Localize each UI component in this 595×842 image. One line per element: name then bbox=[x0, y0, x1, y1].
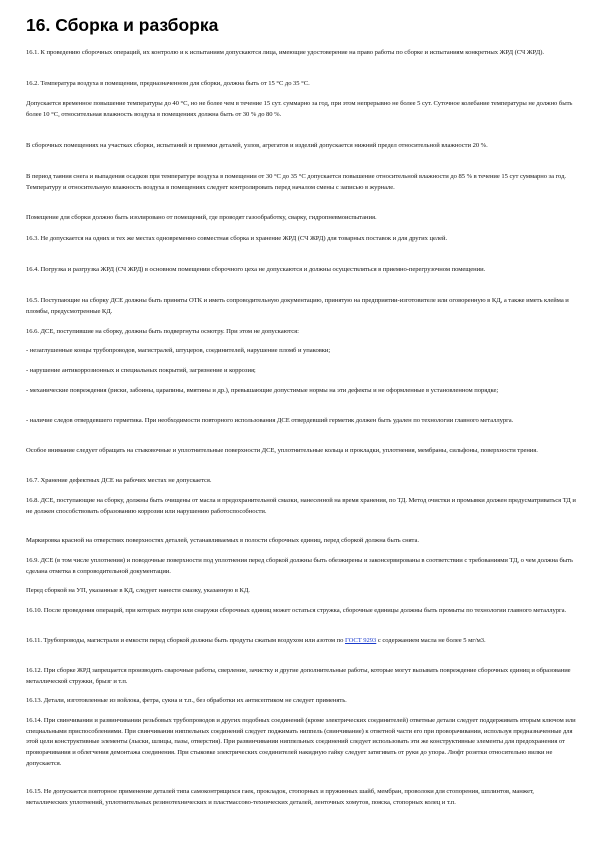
list-item-coating-damage: - нарушение антикоррозионных и специальных покрытий, загрязнение и коррозия; bbox=[26, 367, 256, 374]
paragraph-16-6: 16.6. ДСЕ, поступившие на сборку, должны быть подвергнуты осмотру. При этом не допускаются: bbox=[26, 328, 299, 335]
paragraph-16-11 bbox=[26, 636, 576, 647]
paragraph-16-3: 16.3. Не допускается на одних и тех же местах одновременно совместная сборка и хранение ЖРД (СЧ ЖРД) для товарных поставок и для других целей. bbox=[26, 235, 448, 242]
paragraph-16-12: 16.12. При сборке ЖРД запрещается производить сварочные работы, сверление, зачистку и другие дополнительные работы, которые могут вызывать повреждение сборочных единиц и образование металлической стружки, брызг и т.п. bbox=[26, 667, 571, 685]
gost-9293-link[interactable]: ГОСТ 9293 bbox=[344, 637, 377, 644]
paragraph-assembly-room: Помещение для сборки должно быть изолировано от помещений, где проводят газообработку, сварку, гидропневмоиспытания. bbox=[26, 214, 377, 221]
paragraph-16-2: 16.2. Температура воздуха в помещении, предназначенном для сборки, должна быть от 15 °С до 35 °С. bbox=[26, 80, 310, 87]
paragraph-snow-period: В период таяния снега и выпадения осадков при температуре воздуха в помещении от 30 °С до 35 °С допускается повышение относительной влажности до 85 % в течение 15 сут суммарно за год. Температуру и относительную влажность воздуха в помещениях следует контролировать перед началом смены с записью в журнале. bbox=[26, 173, 567, 191]
paragraph-16-14: 16.14. При свинчивании и развинчивании резьбовых трубопроводов и других подобных соединений (кроме электрических соединителей) ответные детали следует поддерживать вторым ключом или специальными приспособлениями. При свинчивании ниппельных соединений следует поджимать ниппель (свинчивание) к ответной части его при проворачивании, используя предназначенные для этой цели конструктивные элементы (лыски, шлицы, пазы, отверстия). При развинчивании ниппельных соединений следует использовать эти же конструктивные элементы для предохранения от проворачивания и облегчения демонтажа соединения. При стыковке электрических соединителей накидную гайку следует затягивать от руки до упора. Люфт розетки относительно вилки не допускается. bbox=[26, 717, 576, 767]
list-item-sealant-traces: - наличие следов отвердевшего герметика. При необходимости повторного использования ДСЕ отвердевший герметик должен быть удален по технологии главного металлурга. bbox=[26, 417, 514, 424]
list-item-mechanical-damage: - механические повреждения (риски, забоины, царапины, вмятины и др.), превышающие допустимые нормы на эти дефекты и не оформленные в установленном порядке; bbox=[26, 387, 499, 394]
paragraph-16-5: 16.5. Поступающие на сборку ДСЕ должны быть приняты ОТК и иметь сопроводительную документацию, принятую на предприятии-изготовителе или оговоренную в КД, а также иметь клейма и пломбы, предусмотренные КД. bbox=[26, 297, 569, 315]
paragraph-16-11-text: 16.11. Трубопроводы, магистрали и емкости перед сборкой должны быть продуты сжатым воздухом или азотом по bbox=[26, 637, 345, 644]
paragraph-marking: Маркировка красной на отверстиях поверхностях деталей, устанавливаемых в полости сборочных единиц, перед сборкой должна быть снята. bbox=[26, 537, 419, 544]
list-item-unplugged-ends: - незаглушенные концы трубопроводов, магистралей, штуцеров, соединителей, нарушение пломб и упаковки; bbox=[26, 347, 331, 354]
paragraph-humidity-limit: В сборочных помещениях на участках сборки, испытаний и приемки деталей, узлов, агрегатов и изделий допускается нижний предел относительной влажности 20 %. bbox=[26, 142, 488, 149]
paragraph-16-13: 16.13. Детали, изготовленные из войлока, фетра, сукна и т.п., без обработки их антисептиком не следует применять. bbox=[26, 697, 347, 704]
paragraph-16-9: 16.9. ДСЕ (в том числе уплотнения) и поводочные поверхности под уплотнения перед сборкой должны быть обезжирены и законсервированы в соответствии с требованиями ТД, о чем должна быть сделана отметка в сопроводительной документации. bbox=[26, 557, 573, 575]
paragraph-16-10: 16.10. После проведения операций, при которых внутри или снаружи сборочных единиц может остаться стружка, сборочные единицы должны быть промыты по технологии главного металлурга. bbox=[26, 607, 567, 614]
paragraph-16-11-tail: с содержанием масла не более 5 мг/м3. bbox=[376, 637, 486, 644]
paragraph-16-4: 16.4. Погрузка и разгрузка ЖРД (СЧ ЖРД) в основном помещении сборочного цеха не допускаются и должны осуществляться в приемно-перегрузочном помещении. bbox=[26, 266, 486, 273]
paragraph-special-attention: Особое внимание следует обращать на стыковочные и уплотнительные поверхности ДСЕ, уплотнительные кольца и прокладки, уплотнения, мембраны, сильфоны, поверхности трения. bbox=[26, 447, 538, 454]
paragraph-16-15: 16.15. Не допускается повторное применение деталей типа самоконтрящихся гаек, прокладок, стопорных и пружинных шайб, мембран, проволоки для стопорения, шплинтов, манжет, металлических уплотнений, уплотнительных резинотехнических и пластмассово-технических деталей, ленточных хомутов, пояска, стопорных колец и т.п. bbox=[26, 788, 534, 806]
paragraph-16-7: 16.7. Хранение дефектных ДСЕ на рабочих местах не допускается. bbox=[26, 477, 212, 484]
page-title: 16. Сборка и разборка bbox=[26, 15, 219, 35]
paragraph-16-1: 16.1. К проведению сборочных операций, их контролю и к испытаниям допускаются лица, имеющие удостоверение на право работы по сборке и испытаниям конкретных ЖРД (СЧ ЖРД). bbox=[26, 49, 544, 56]
paragraph-lubricant: Перед сборкой на УП, указанные в КД, следует нанести смазку, указанную в КД. bbox=[26, 587, 250, 594]
paragraph-temp-increase: Допускается временное повышение температуры до 40 °С, но не более чем в течение 15 сут. суммарно за год, при этом непрерывно не более 5 сут. Суточное колебание температуры не должно быть более 10 °С, относительная влажность воздуха в помещениях должна быть от 30 % до 80 %. bbox=[26, 100, 573, 118]
paragraph-16-8: 16.8. ДСЕ, поступающие на сборку, должны быть очищены от масла и предохранительной смазки, нанесенной на время хранения, по ТД. Метод очистки и промывки должен предусматриваться ТД и не должен способствовать образованию коррозии или нарушению работоспособности. bbox=[26, 497, 576, 515]
